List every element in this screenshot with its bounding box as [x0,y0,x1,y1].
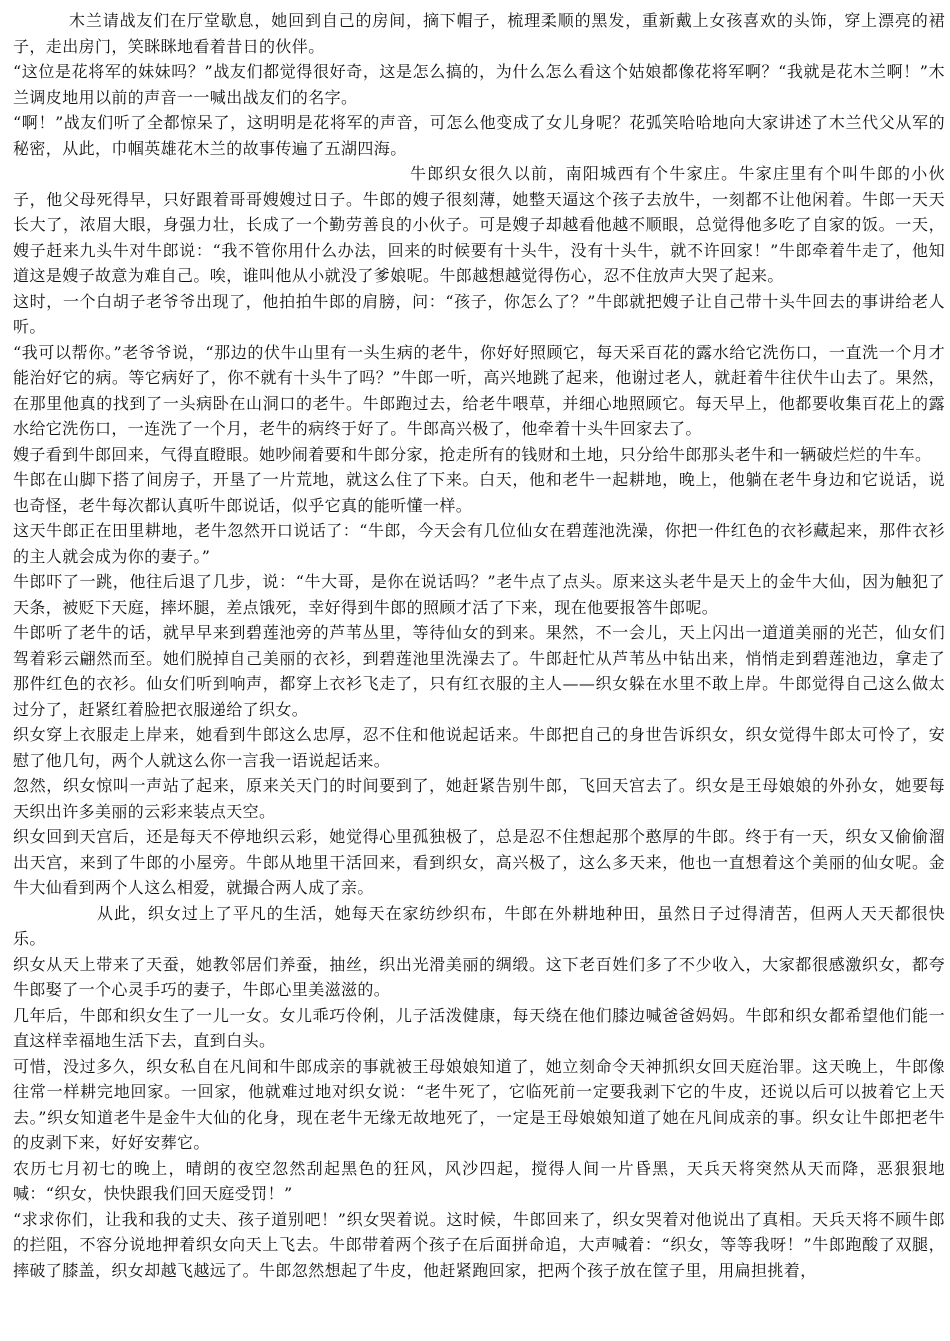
paragraph: 牛郎吓了一跳，他往后退了几步，说：“牛大哥，是你在说话吗？”老牛点了点头。原来这头老牛是天上的金牛大仙，因为触犯了天条，被贬下天庭，摔坏腿，差点饿死，幸好得到牛郎的照顾才活了下来，现在他要报答牛郎呢。 [13,572,945,617]
paragraph: 可惜，没过多久，织女私自在凡间和牛郎成亲的事就被王母娘娘知道了，她立刻命令天神抓织女回天庭治罪。这天晚上，牛郎像往常一样耕完地回家。一回家，他就难过地对织女说：“老牛死了，它临死前一定要我剥下它的牛皮，还说以后可以披着它上天去。”织女知道老牛是金牛大仙的化身，现在老牛无缘无故地死了，一定是王母娘娘知道了她在凡间成亲的事。织女让牛郎把老牛的皮剥下来，好好安葬它。 [13,1056,945,1152]
paragraph: “这位是花将军的妹妹吗？”战友们都觉得很好奇，这是怎么搞的，为什么怎么看这个姑娘都像花将军啊？“我就是花木兰啊！”木兰调皮地用以前的声音一一喊出战友们的名字。 [13,62,945,107]
paragraph: “求求你们，让我和我的丈夫、孩子道别吧！”织女哭着说。这时候，牛郎回来了，织女哭着对他说出了真相。天兵天将不顾牛郎的拦阻，不容分说地押着织女向天上飞去。牛郎带着两个孩子在后面拼命追，大声喊着：“织女，等等我呀！”牛郎跑酸了双腿，摔破了膝盖，织女却越飞越远了。牛郎忽然想起了牛皮，他赶紧跑回家，把两个孩子放在筐子里，用扁担挑着， [13,1209,945,1280]
paragraph: 织女穿上衣服走上岸来，她看到牛郎这么忠厚，忍不住和他说起话来。牛郎把自己的身世告诉织女，织女觉得牛郎太可怜了，安慰了他几句，两个人就这么你一言我一语说起话来。 [13,725,945,770]
paragraph: 这时，一个白胡子老爷爷出现了，他拍拍牛郎的肩膀，问：“孩子，你怎么了？”牛郎就把嫂子让自己带十头牛回去的事讲给老人听。 [13,291,945,336]
paragraph: 织女从天上带来了天蚕，她教邻居们养蚕，抽丝，织出光滑美丽的绸缎。这下老百姓们多了不少收入，大家都很感激织女，都夸牛郎娶了一个心灵手巧的妻子，牛郎心里美滋滋的。 [13,954,945,999]
paragraph: 织女回到天宫后，还是每天不停地织云彩，她觉得心里孤独极了，总是忍不住想起那个憨厚的牛郎。终于有一天，织女又偷偷溜出天宫，来到了牛郎的小屋旁。牛郎从地里干活回来，看到织女，高兴极了，这么多天来，他也一直想着这个美丽的仙女呢。金牛大仙看到两个人这么相爱，就撮合两人成了亲。 [13,827,945,897]
document-body [13,8,945,1283]
paragraph: 几年后，牛郎和织女生了一儿一女。女儿乖巧伶俐，儿子活泼健康，每天绕在他们膝边喊爸爸妈妈。牛郎和织女都希望他们能一直这样幸福地生活下去，直到白头。 [13,1005,945,1050]
paragraph: “啊！”战友们听了全都惊呆了，这明明是花将军的声音，可怎么他变成了女儿身呢？花弧笑哈哈地向大家讲述了木兰代父从军的秘密，从此，巾帼英雄花木兰的故事传遍了五湖四海。 [13,113,945,158]
paragraph: 嫂子看到牛郎回来，气得直瞪眼。她吵闹着要和牛郎分家，抢走所有的钱财和土地，只分给牛郎那头老牛和一辆破烂烂的牛车。 [13,444,932,464]
paragraph: 牛郎听了老牛的话，就早早来到碧莲池旁的芦苇丛里，等待仙女的到来。果然，不一会儿，天上闪出一道道美丽的光芒，仙女们驾着彩云翩然而至。她们脱掉自己美丽的衣衫，到碧莲池里洗澡去了。牛郎赶忙从芦苇丛中钻出来，悄悄走到碧莲池边，拿走了那件红色的衣衫。仙女们听到响声，都穿上衣衫飞走了，只有红衣服的主人——织女躲在水里不敢上岸。牛郎觉得自己这么做太过分了，赶紧红着脸把衣服递给了织女。 [13,623,945,719]
paragraph: 牛郎在山脚下搭了间房子，开垦了一片荒地，就这么住了下来。白天，他和老牛一起耕地，晚上，他躺在老牛身边和它说话，说也奇怪，老牛每次都认真听牛郎说话，似乎它真的能听懂一样。 [13,470,945,515]
paragraph: “我可以帮你。”老爷爷说，“那边的伏牛山里有一头生病的老牛，你好好照顾它，每天采百花的露水给它洗伤口，一直洗一个月才能治好它的病。等它病好了，你不就有十头牛了吗？”牛郎一听，高兴地跳了起来，他谢过老人，就赶着牛往伏牛山去了。果然，在那里他真的找到了一头病卧在山洞口的老牛。牛郎跑过去，给老牛喂草，并细心地照顾它。每天早上，他都要收集百花上的露水给它洗伤口，一连洗了一个月，老牛的病终于好了。牛郎高兴极了，他牵着十头牛回家去了。 [13,342,945,438]
paragraph: 忽然，织女惊叫一声站了起来，原来关天门的时间要到了，她赶紧告别牛郎，飞回天宫去了。织女是王母娘娘的外孙女，她要每天织出许多美丽的云彩来装点天空。 [13,776,945,821]
paragraph: 从此，织女过上了平凡的生活，她每天在家纺纱织布，牛郎在外耕地种田，虽然日子过得清苦，但两人天天都很快乐。 [13,903,945,948]
paragraph: 这天牛郎正在田里耕地，老牛忽然开口说话了：“牛郎，今天会有几位仙女在碧莲池洗澡，你把一件红色的衣衫藏起来，那件衣衫的主人就会成为你的妻子。” [13,521,945,566]
paragraph: 农历七月初七的晚上，晴朗的夜空忽然刮起黑色的狂风，风沙四起，搅得人间一片昏黑，天兵天将突然从天而降，恶狠狠地喊：“织女，快快跟我们回天庭受罚！” [13,1158,945,1203]
paragraph: 木兰请战友们在厅堂歇息，她回到自己的房间，摘下帽子，梳理柔顺的黑发，重新戴上女孩喜欢的头饰，穿上漂亮的裙子，走出房门，笑眯眯地看着昔日的伙伴。 [13,11,945,56]
paragraph: 牛郎织女很久以前，南阳城西有个牛家庄。牛家庄里有个叫牛郎的小伙子，他父母死得早，只好跟着哥哥嫂嫂过日子。牛郎的嫂子很刻薄，她整天逼这个孩子去放牛，一刻都不让他闲着。牛郎一天天长大了，浓眉大眼，身强力壮，长成了一个勤劳善良的小伙子。可是嫂子却越看他越不顺眼，总觉得他多吃了自家的饭。一天，嫂子赶来九头牛对牛郎说：“我不管你用什么办法，回来的时候要有十头牛，没有十头牛，就不许回家！”牛郎牵着牛走了，他知道这是嫂子故意为难自己。唉，谁叫他从小就没了爹娘呢。牛郎越想越觉得伤心，忍不住放声大哭了起来。 [13,164,945,285]
